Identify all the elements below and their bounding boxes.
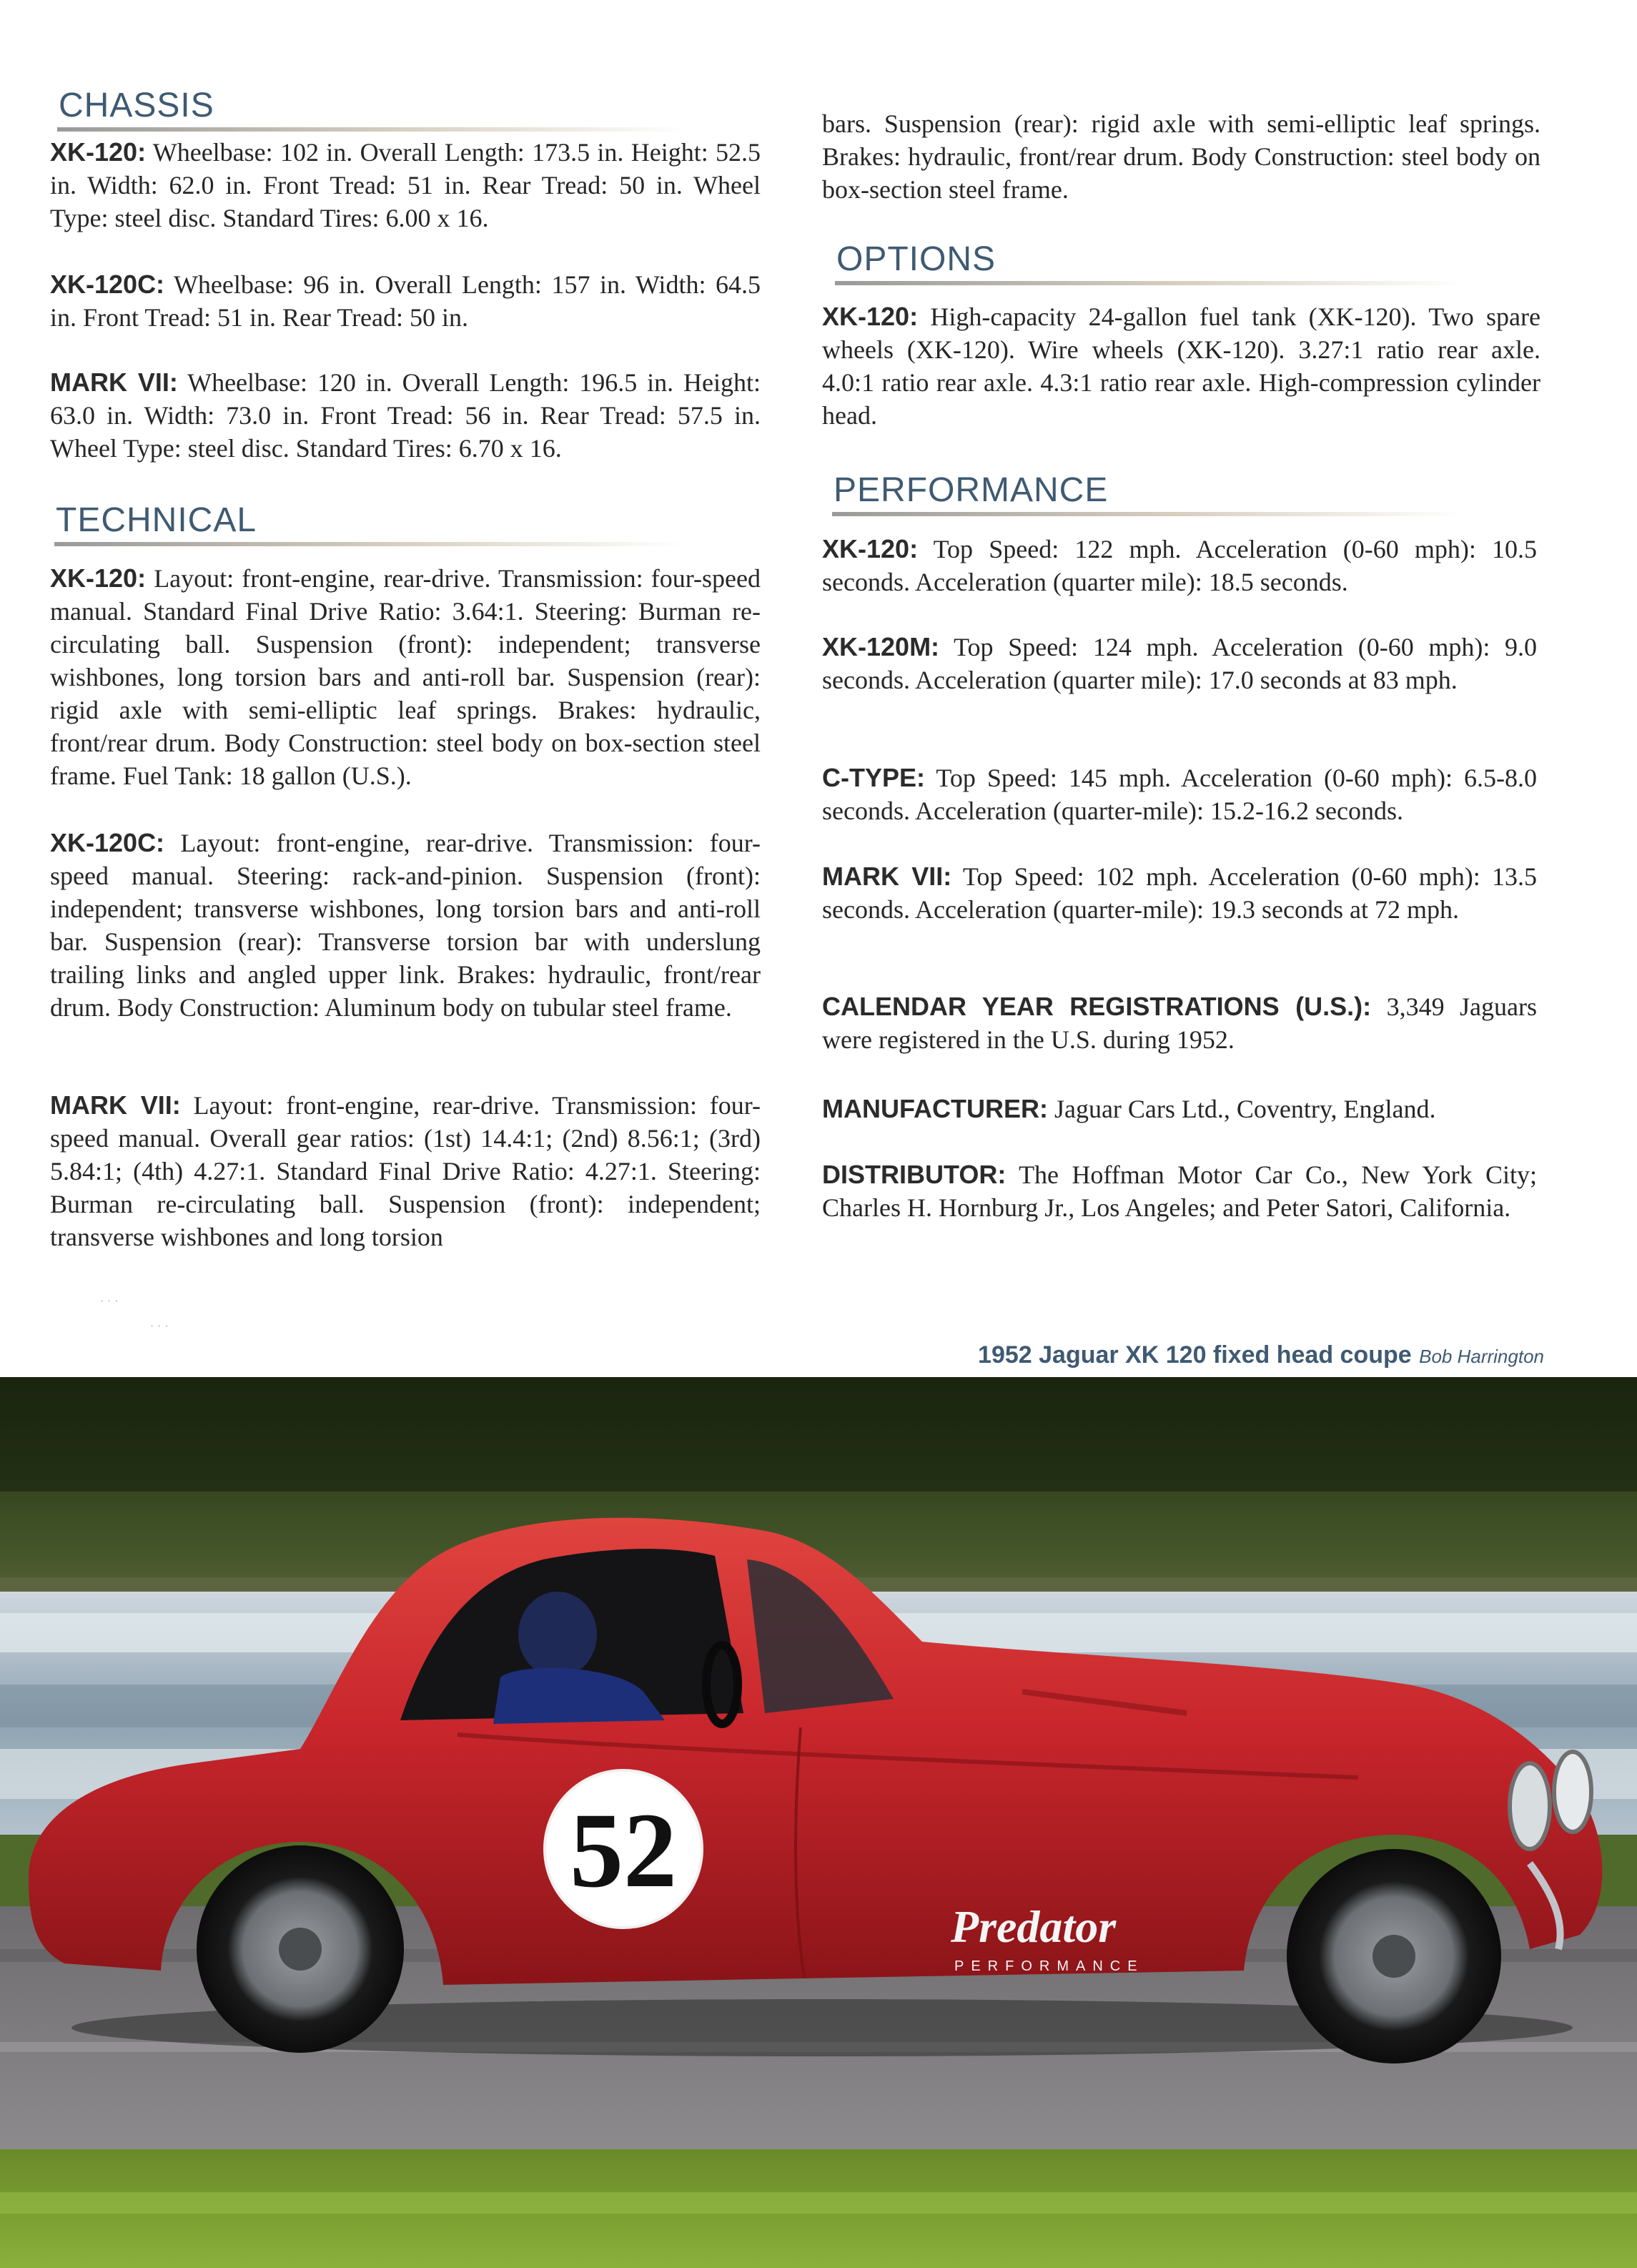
chassis-xk120: XK-120: Wheelbase: 102 in. Overall Length: 173.5 in. Height: 52.5 in. Width: 62.0 in. Front Tread: 51 in. Rear Tread: 50 in. Wheel Type: steel disc. Standard Tires: 6.00 x 16. (50, 137, 761, 232)
heading-rule (835, 281, 1464, 285)
technical-heading: TECHNICAL (54, 501, 698, 546)
technical-mark-vii-continued: bars. Suspension (rear): rigid axle with semi-elliptic leaf springs. Brakes: hydraulic, front/rear drum. Body Construction: steel body on box-section steel frame. (822, 109, 1540, 204)
performance-mark-vii: MARK VII: Top Speed: 102 mph. Acceleration (0-60 mph): 13.5 seconds. Acceleration (quarter-mile): 19.3 seconds at 72 mph. (822, 862, 1537, 924)
technical-mark-vii: MARK VII: Layout: front-engine, rear-drive. Transmission: four-speed manual. Overall gear ratios: (1st) 14.4:1; (2nd) 8.56:1; (3rd) 5.84:1; (4th) 4.27:1. Standard Final Drive Ratio: 4.27:1. Steering: Burman re-circulating ball. Suspension (front): independent; transverse wishbones and long torsion (50, 1090, 761, 1251)
heading-rule (54, 542, 683, 546)
chassis-heading: CHASSIS (57, 86, 701, 132)
predator-decal-sub: PERFORMANCE (954, 1958, 1144, 1974)
chassis-mark-vii: MARK VII: Wheelbase: 120 in. Overall Length: 196.5 in. Height: 63.0 in. Width: 73.0 in. Front Tread: 56 in. Rear Tread: 57.5 in. Wheel Type: steel disc. Standard Tires: 6.70 x 16. (50, 368, 761, 463)
registrations: CALENDAR YEAR REGISTRATIONS (U.S.): 3,349 Jaguars were registered in the U.S. during 1952. (822, 992, 1537, 1054)
manufacturer: MANUFACTURER: Jaguar Cars Ltd., Coventry, England. (822, 1094, 1436, 1123)
options-heading: OPTIONS (835, 240, 1478, 285)
options-xk120: XK-120: High-capacity 24-gallon fuel tank (XK-120). Two spare wheels (XK-120). Wire wheels (XK-120). 3.27:1 ratio rear axle. 4.0:1 ratio rear axle. 4.3:1 ratio rear axle. High-compression cylinder head. (822, 302, 1540, 430)
performance-xk120: XK-120: Top Speed: 122 mph. Acceleration (0-60 mph): 10.5 seconds. Acceleration (quarter mile): 18.5 seconds. (822, 534, 1537, 596)
technical-xk120: XK-120: Layout: front-engine, rear-drive. Transmission: four-speed manual. Standard Final Drive Ratio: 3.64:1. Steering: Burman re-circulating ball. Suspension (front): independent; transverse wishbones, long torsion bars and anti-roll bar. Suspension (rear): rigid axle with semi-elliptic leaf springs. Brakes: hydraulic, front/rear drum. Body Construction: steel body on box-section steel frame. Fuel Tank: 18 gallon (U.S.). (50, 563, 761, 790)
heading-rule (832, 512, 1461, 516)
car-photo-illustration (0, 1377, 1637, 2268)
car-photo (0, 1377, 1637, 2268)
performance-xk120m: XK-120M: Top Speed: 124 mph. Acceleration (0-60 mph): 9.0 seconds. Acceleration (quarter mile): 17.0 seconds at 83 mph. (822, 632, 1537, 694)
predator-decal: Predator (951, 1901, 1117, 1952)
performance-heading: PERFORMANCE (832, 470, 1475, 516)
race-number: 52 (570, 1791, 677, 1910)
chassis-xk120c: XK-120C: Wheelbase: 96 in. Overall Length: 157 in. Width: 64.5 in. Front Tread: 51 in. Rear Tread: 50 in. (50, 270, 761, 332)
scan-speck: · · · (150, 1319, 169, 1333)
photo-caption: 1952 Jaguar XK 120 fixed head coupe Bob Harrington (978, 1341, 1544, 1369)
performance-c-type: C-TYPE: Top Speed: 145 mph. Acceleration (0-60 mph): 6.5-8.0 seconds. Acceleration (quarter-mile): 15.2-16.2 seconds. (822, 763, 1537, 825)
distributor: DISTRIBUTOR: The Hoffman Motor Car Co., New York City; Charles H. Hornburg Jr., Los Angeles; and Peter Satori, California. (822, 1160, 1537, 1222)
scan-speck: · · · (100, 1294, 119, 1308)
technical-xk120c: XK-120C: Layout: front-engine, rear-drive. Transmission: four-speed manual. Steering: rack-and-pinion. Suspension (front): independent; transverse wishbones, long torsion bars and anti-roll bar. Suspension (rear): Transverse torsion bar with underslung trailing links and angled upper link. Brakes: hydraulic, front/rear drum. Body Construction: Aluminum body on tubular steel frame. (50, 828, 761, 1022)
heading-rule (57, 127, 686, 132)
